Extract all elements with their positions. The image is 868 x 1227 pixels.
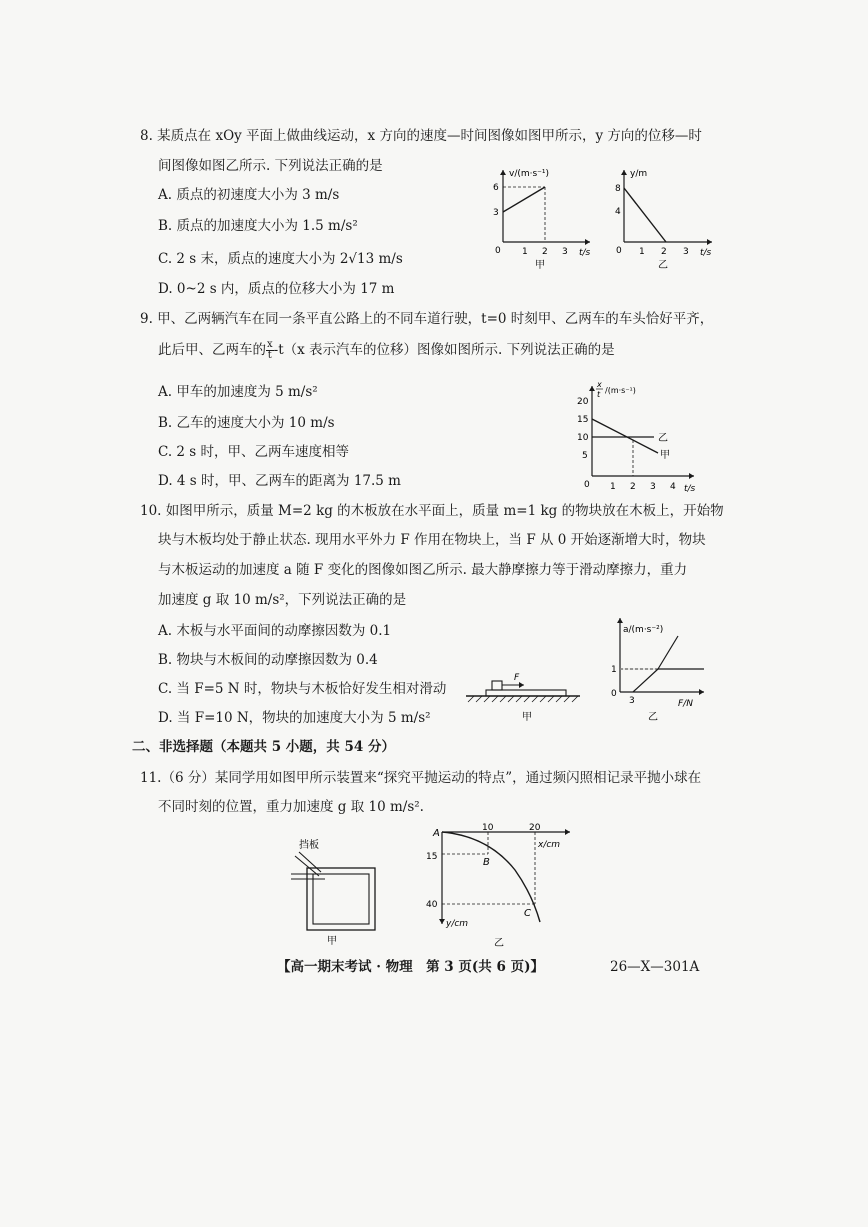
y-axis-label: v/(m·s⁻¹) [509,169,550,179]
label-jia: 甲 [660,450,670,461]
y-tick-label: 6 [493,183,499,193]
q8-figure-jia [485,162,600,272]
ramp-line [633,669,658,692]
y-axis-label: /(m·s⁻¹) [605,386,636,395]
x-axis-label: t/s [684,484,696,494]
q11-line1: 11.（6 分）某同学用如图甲所示装置来“探究平抛运动的特点”，通过频闪照相记录平抛小球在 [140,770,702,786]
q8-option-d: D. 0~2 s 内，质点的位移大小为 17 m [158,281,395,297]
q10-line2: 块与木板均处于静止状态. 现用水平外力 F 作用在物块上，当 F 从 0 开始逐渐增大时，物块 [158,532,706,548]
q9-line2-pre: 此后甲、乙两车的 [158,342,266,358]
exam-code: 26—X—301A [610,959,700,975]
q8-line2: 间图像如图乙所示. 下列说法正确的是 [158,158,383,174]
origin-label: 0 [495,246,501,256]
x-tick-label: 3 [650,482,656,492]
x-tick-label: 3 [629,696,635,706]
x-tick-label: 2 [630,482,636,492]
x-over-t-fraction [266,340,274,361]
displacement-line [624,188,666,242]
y-tick-label: 20 [577,397,589,407]
arrow-icon [589,386,595,391]
ground-hatch [468,696,578,702]
q8-line1: 8. 某质点在 xOy 平面上做曲线运动，x 方向的速度—时间图像如图甲所示，y 方向的位移—时 [140,128,702,144]
y-tick-label: 15 [426,852,438,862]
q10-figure-yi [600,612,712,724]
y-tick-label: 40 [426,900,438,910]
q8-option-b: B. 质点的加速度大小为 1.5 m/s² [158,218,358,234]
point-a-label: A [433,828,440,839]
q11-figure-yi [420,822,580,950]
page-footer: 【高一期末考试 · 物理 第 3 页(共 6 页)】 [277,959,544,975]
baffle-label: 挡板 [299,840,319,851]
q9-line2 [158,340,615,361]
arrow-icon [519,682,524,688]
figure-caption: 甲 [535,260,545,271]
q9-line2-post: -t（x 表示汽车的位移）图像如图所示. 下列说法正确的是 [273,342,615,358]
board-inner [313,874,369,924]
section-2-heading: 二、非选择题（本题共 5 小题，共 54 分） [132,739,395,755]
y-axis-label: a/(m·s⁻²) [623,625,664,635]
y-tick-label: 4 [615,207,621,217]
q10-figure-jia [464,668,584,724]
y-tick-label: 15 [577,415,589,425]
arrow-icon [707,239,712,245]
y-tick-label: 8 [615,184,621,194]
y-label-t: t [597,390,601,399]
q11-line2: 不同时刻的位置，重力加速度 g 取 10 m/s². [158,799,424,815]
board [486,690,566,696]
steep-line [658,636,678,669]
x-tick-label: 2 [542,247,548,257]
x-tick-label: 4 [670,482,676,492]
q8-option-c: C. 2 s 末，质点的速度大小为 2√13 m/s [158,251,403,267]
arrow-icon [699,689,704,695]
car-jia-line [592,419,658,453]
q10-option-b: B. 物块与木板间的动摩擦因数为 0.4 [158,652,378,668]
origin-label: 0 [584,480,590,490]
q10-option-d: D. 当 F=10 N，物块的加速度大小为 5 m/s² [158,710,431,726]
y-tick-label: 3 [493,208,499,218]
q9-option-d: D. 4 s 时，甲、乙两车的距离为 17.5 m [158,473,401,489]
arrow-icon [500,170,506,175]
arrow-icon [689,473,694,479]
point-b-label: B [483,857,490,868]
q8-figure-yi [612,162,722,272]
figure-caption: 乙 [494,938,504,949]
q10-line1: 10. 如图甲所示，质量 M=2 kg 的木板放在水平面上，质量 m=1 kg 的物块放在木板上，开始物 [140,503,724,519]
q10-option-c: C. 当 F=5 N 时，物块与木板恰好发生相对滑动 [158,681,447,697]
y-axis-label: y/cm [446,919,469,929]
x-tick-label: 3 [683,247,689,257]
board-frame [307,868,375,930]
x-tick-label: 10 [482,823,494,833]
x-axis-label: x/cm [538,840,561,850]
q9-option-b: B. 乙车的速度大小为 10 m/s [158,415,335,431]
y-axis-label: y/m [630,169,648,179]
origin-label: 0 [616,246,622,256]
arrow-icon [585,239,590,245]
x-tick-label: 1 [610,482,616,492]
x-tick-label: 2 [661,247,667,257]
x-tick-label: 1 [639,247,645,257]
figure-caption: 甲 [327,936,337,947]
x-axis-label: F/N [678,699,693,709]
velocity-line [503,187,545,212]
x-axis-label: t/s [700,248,712,258]
figure-caption: 乙 [648,712,658,723]
fraction-denominator: t [267,350,272,361]
y-tick-label: 10 [577,433,589,443]
block [492,681,502,690]
arrow-icon [439,919,445,924]
q9-option-a: A. 甲车的加速度为 5 m/s² [158,384,318,400]
x-tick-label: 3 [562,247,568,257]
q11-figure-jia [285,830,395,948]
fraction-numerator: x [267,339,273,350]
x-tick-label: 20 [529,823,541,833]
arrow-icon [565,829,570,835]
figure-caption: 乙 [658,260,668,271]
q8-option-a: A. 质点的初速度大小为 3 m/s [158,187,340,203]
arrow-icon [621,170,627,175]
x-tick-label: 1 [522,247,528,257]
y-tick-label: 1 [611,665,617,675]
y-label-x: x [597,380,602,389]
y-tick-label: 5 [582,451,588,461]
origin-label: 0 [611,689,617,699]
figure-caption: 甲 [522,712,532,723]
arrow-icon [617,618,623,623]
q10-line3: 与木板运动的加速度 a 随 F 变化的图像如图乙所示. 最大静摩擦力等于滑动摩擦力，重力 [158,562,688,578]
label-yi: 乙 [658,433,668,444]
point-c-label: C [524,908,531,919]
q10-line4: 加速度 g 取 10 m/s²，下列说法正确的是 [158,592,407,608]
x-axis-label: t/s [579,248,591,258]
q9-option-c: C. 2 s 时，甲、乙两车速度相等 [158,444,350,460]
q9-figure [570,378,705,498]
force-label: F [514,673,520,683]
q10-option-a: A. 木板与水平面间的动摩擦因数为 0.1 [158,623,392,639]
q9-line1: 9. 甲、乙两辆汽车在同一条平直公路上的不同车道行驶，t=0 时刻甲、乙两车的车头恰好平齐， [140,311,714,327]
